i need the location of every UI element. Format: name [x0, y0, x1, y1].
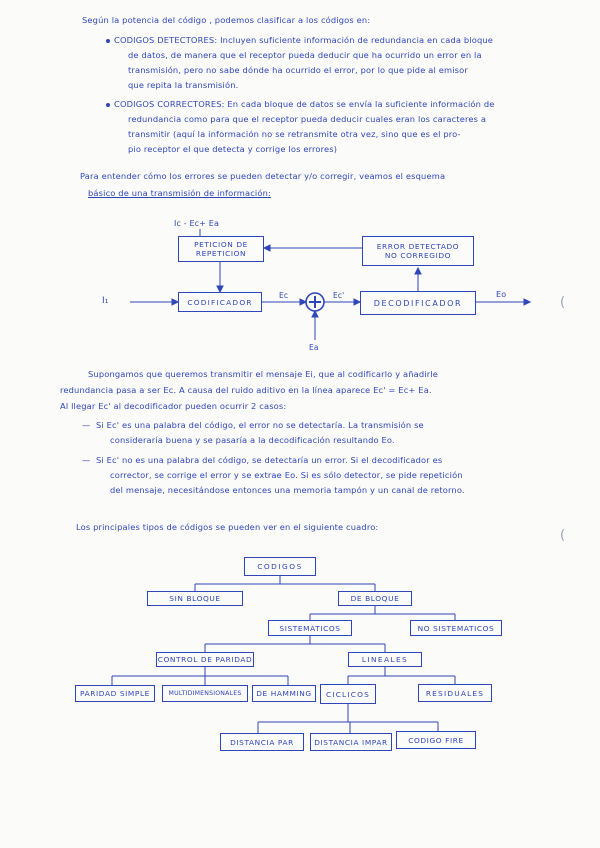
bullet-detectores-line: que repita la transmisión. — [128, 80, 239, 90]
tree-node-sistematicos: SISTEMATICOS — [268, 620, 352, 636]
case-marker: — — [82, 420, 91, 430]
box-decodificador: DECODIFICADOR — [360, 291, 476, 315]
tree-node-de-bloque: DE BLOQUE — [338, 591, 412, 606]
para-supongamos-line: redundancia pasa a ser Ec. A causa del ruido aditivo en la línea aparece Ec' = Ec+ Ea. — [60, 385, 432, 395]
tree-node-codigo-fire: CODIGO FIRE — [396, 731, 476, 749]
case-2-line: Si Ec' no es una palabra del código, se detectaría un error. Si el decodificador es — [96, 455, 443, 465]
diagram-label-ic: Ic - Ec+ Ea — [174, 219, 220, 228]
box-peticion-line: PETICION DE — [194, 240, 248, 249]
diagram-label-input: I₁ — [102, 296, 109, 306]
diagram-label-ea: Ea — [309, 343, 319, 352]
box-codificador: CODIFICADOR — [178, 292, 262, 312]
para-esquema-line: Para entender cómo los errores se pueden detectar y/o corregir, veamos el esquema — [80, 171, 446, 181]
tree-node-residuales: RESIDUALES — [418, 684, 492, 702]
tree-node-distancia-par: DISTANCIA PAR — [220, 733, 304, 751]
case-marker: — — [82, 455, 91, 465]
bullet-detectores-head: CODIGOS DETECTORES: — [114, 35, 218, 45]
box-peticion-line: REPETICION — [195, 249, 247, 258]
bullet-detectores-line: Incluyen suficiente información de redundancia en cada bloque — [220, 35, 494, 45]
bullet-detectores-line: de datos, de manera que el receptor pueda deducir que ha ocurrido un error en la — [128, 50, 482, 60]
para-esquema-line: básico de una transmisión de información: — [88, 188, 271, 198]
tree-node-control-paridad: CONTROL DE PARIDAD — [156, 652, 254, 667]
case-1-line: consideraría buena y se pasaría a la decodificación resultando Eo. — [110, 435, 395, 445]
tree-node-multidimensionales: MULTIDIMENSIONALES — [162, 685, 248, 702]
box-error-line: NO CORREGIDO — [384, 251, 452, 260]
bullet-correctores-line: En cada bloque de datos se envía la suficiente información de — [227, 99, 495, 109]
tree-node-no-sistematicos: NO SISTEMATICOS — [410, 620, 502, 636]
tree-node-distancia-impar: DISTANCIA IMPAR — [310, 733, 392, 751]
box-error-line: ERROR DETECTADO — [376, 242, 460, 251]
tree-node-ciclicos: CICLICOS — [320, 684, 376, 704]
case-2-line: corrector, se corrige el error y se extrae Eo. Si es sólo detector, se pide repetición — [110, 470, 463, 480]
diagram-label-ec: Ec — [279, 291, 289, 300]
bullet-correctores-line: redundancia como para que el receptor pueda deducir cuales eran los caracteres a — [128, 114, 487, 124]
para-cuadro-line: Los principales tipos de códigos se pueden ver en el siguiente cuadro: — [76, 522, 379, 532]
para-supongamos-line: Supongamos que queremos transmitir el mensaje Ei, que al codificarlo y añadirle — [88, 369, 439, 379]
margin-hole-mark: ( — [560, 528, 566, 543]
diagram-label-output: Eo — [496, 290, 507, 299]
para-supongamos-line: Al llegar Ec' al decodificador pueden ocurrir 2 casos: — [60, 401, 287, 411]
diagram-label-ec-prime: Ec' — [333, 291, 345, 300]
bullet-correctores-head: CODIGOS CORRECTORES: — [114, 99, 225, 109]
case-1-line: Si Ec' es una palabra del código, el error no se detectaría. La transmisión se — [96, 420, 424, 430]
tree-node-codigos: CODIGOS — [244, 557, 316, 576]
bullet-detectores-line: transmisión, pero no sabe dónde ha ocurrido el error, por lo que pide al emisor — [128, 65, 468, 75]
tree-node-sin-bloque: SIN BLOQUE — [147, 591, 243, 606]
tree-node-hamming: DE HAMMING — [252, 685, 316, 702]
tree-node-lineales: LINEALES — [348, 652, 422, 667]
tree-node-paridad-simple: PARIDAD SIMPLE — [75, 685, 155, 702]
case-2-line: del mensaje, necesitándose entonces una memoria tampón y un canal de retorno. — [110, 485, 465, 495]
bullet-correctores-line: pio receptor el que detecta y corrige los errores) — [128, 144, 338, 154]
intro-line: Según la potencia del código , podemos clasificar a los códigos en: — [82, 15, 371, 25]
bullet-correctores-line: transmitir (aquí la información no se retransmite otra vez, sino que es el pro- — [128, 129, 461, 139]
margin-hole-mark: ( — [560, 295, 566, 310]
